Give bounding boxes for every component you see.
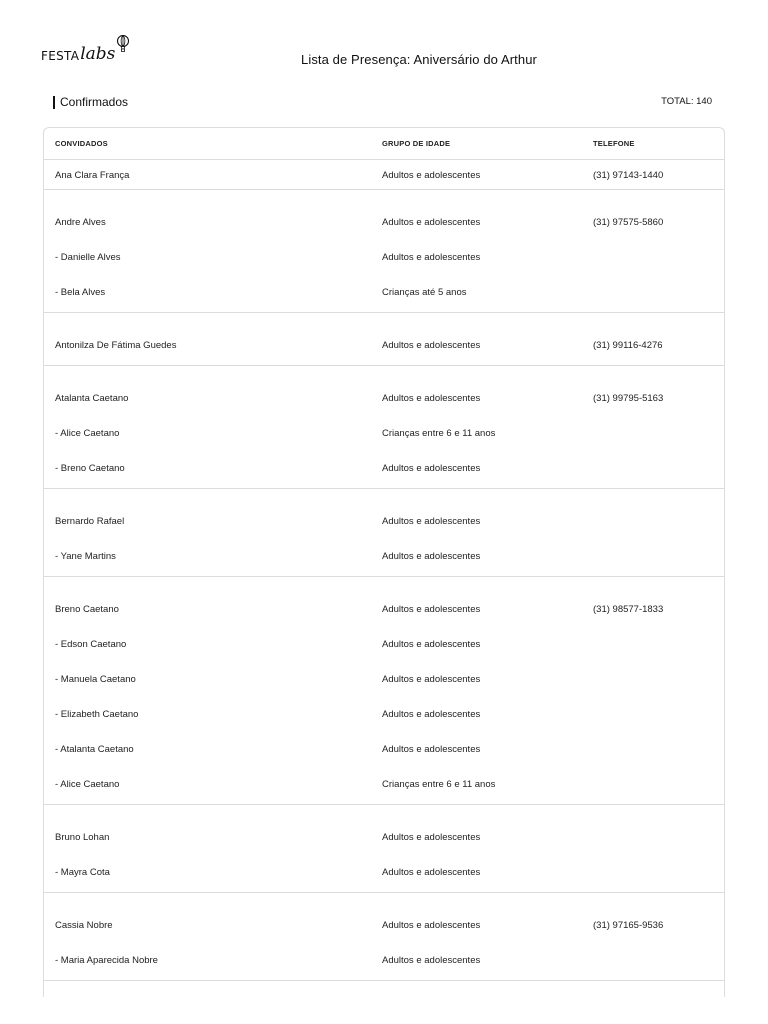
total-count: TOTAL: 140	[661, 96, 712, 107]
phone-number: (31) 97143-1440	[593, 170, 664, 181]
table-row-companion	[44, 277, 724, 312]
phone-number: (31) 97165-9536	[593, 920, 664, 931]
age-group: Adultos e adolescentes	[382, 252, 481, 263]
age-group: Adultos e adolescentes	[382, 340, 481, 351]
guest-group	[44, 805, 724, 893]
table-row-companion	[44, 629, 724, 664]
logo-word-labs: labs	[80, 44, 116, 64]
table-row-companion	[44, 945, 724, 980]
guest-name: - Yane Martins	[55, 551, 116, 562]
table-row-primary-guest	[44, 160, 724, 189]
age-group: Adultos e adolescentes	[382, 920, 481, 931]
age-group: Adultos e adolescentes	[382, 551, 481, 562]
guest-name: - Mayra Cota	[55, 867, 110, 878]
phone-number: (31) 97575-5860	[593, 217, 664, 228]
column-header-phone: TELEFONE	[593, 139, 635, 148]
guest-name: - Atalanta Caetano	[55, 744, 134, 755]
guest-name: - Danielle Alves	[55, 252, 121, 263]
phone-number: (31) 99795-5163	[593, 393, 664, 404]
table-row-primary-guest	[44, 506, 724, 541]
table-row-companion	[44, 541, 724, 576]
table-row-companion	[44, 664, 724, 699]
guest-name: - Edson Caetano	[55, 639, 127, 650]
guest-name: Bernardo Rafael	[55, 516, 125, 527]
age-group: Crianças entre 6 e 11 anos	[382, 428, 496, 439]
table-body	[44, 160, 724, 981]
guest-name: Breno Caetano	[55, 604, 119, 615]
guest-name: Cassia Nobre	[55, 920, 113, 931]
table-row-companion	[44, 734, 724, 769]
guest-name: - Manuela Caetano	[55, 674, 136, 685]
age-group: Adultos e adolescentes	[382, 832, 481, 843]
table-row-companion	[44, 699, 724, 734]
guest-name: - Alice Caetano	[55, 428, 120, 439]
table-row-primary-guest	[44, 330, 724, 365]
table-row-primary-guest	[44, 207, 724, 242]
table-row-companion	[44, 769, 724, 804]
guest-name: Atalanta Caetano	[55, 393, 129, 404]
guest-name: Ana Clara França	[55, 170, 130, 181]
guest-group	[44, 366, 724, 489]
age-group: Adultos e adolescentes	[382, 516, 481, 527]
page-title: Lista de Presença: Aniversário do Arthur	[301, 52, 537, 67]
age-group: Adultos e adolescentes	[382, 744, 481, 755]
age-group: Adultos e adolescentes	[382, 170, 481, 181]
guest-group	[44, 577, 724, 805]
guest-name: - Breno Caetano	[55, 463, 125, 474]
table-header	[44, 128, 724, 160]
phone-number: (31) 99116-4276	[593, 340, 663, 351]
guest-name: Andre Alves	[55, 217, 106, 228]
column-header-guests: CONVIDADOS	[55, 139, 108, 148]
age-group: Adultos e adolescentes	[382, 639, 481, 650]
age-group: Adultos e adolescentes	[382, 217, 481, 228]
guest-name: - Bela Alves	[55, 287, 106, 298]
guest-name: Antonilza De Fátima Guedes	[55, 340, 177, 351]
table-row-primary-guest	[44, 822, 724, 857]
age-group: Adultos e adolescentes	[382, 604, 481, 615]
guest-table	[43, 127, 725, 997]
age-group: Adultos e adolescentes	[382, 709, 481, 720]
guest-name: - Elizabeth Caetano	[55, 709, 139, 720]
guest-name: - Maria Aparecida Nobre	[55, 955, 158, 966]
age-group: Adultos e adolescentes	[382, 674, 481, 685]
table-row-primary-guest	[44, 383, 724, 418]
section-header	[53, 95, 128, 109]
guest-group	[44, 893, 724, 981]
phone-number: (31) 98577-1833	[593, 604, 664, 615]
table-row-primary-guest	[44, 910, 724, 945]
age-group: Adultos e adolescentes	[382, 955, 481, 966]
age-group: Crianças até 5 anos	[382, 287, 467, 298]
guest-name: - Alice Caetano	[55, 779, 120, 790]
guest-group	[44, 160, 724, 190]
guest-group	[44, 190, 724, 313]
section-marker	[53, 96, 55, 109]
guest-group	[44, 489, 724, 577]
guest-name: Bruno Lohan	[55, 832, 110, 843]
table-row-primary-guest	[44, 594, 724, 629]
table-row-companion	[44, 453, 724, 488]
table-row-companion	[44, 857, 724, 892]
age-group: Adultos e adolescentes	[382, 463, 481, 474]
table-row-companion	[44, 418, 724, 453]
logo-word-festa: FESTA	[41, 49, 80, 63]
table-row-companion	[44, 242, 724, 277]
age-group: Adultos e adolescentes	[382, 867, 481, 878]
balloon-icon	[116, 35, 130, 53]
age-group: Adultos e adolescentes	[382, 393, 481, 404]
section-title: Confirmados	[60, 95, 129, 109]
age-group: Crianças entre 6 e 11 anos	[382, 779, 496, 790]
guest-group	[44, 313, 724, 366]
column-header-age-group: GRUPO DE IDADE	[382, 139, 451, 148]
